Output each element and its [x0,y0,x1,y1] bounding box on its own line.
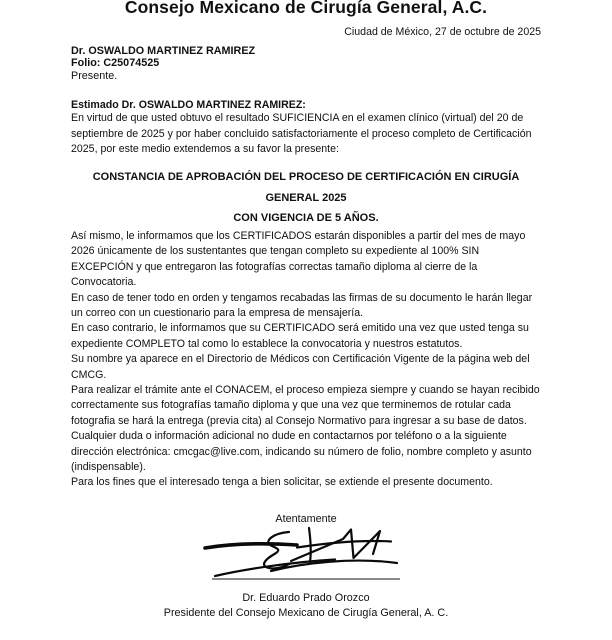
signature-rule [212,578,400,580]
signatory-block [71,591,541,622]
contact-paragraph: Cualquier duda o información adicional no dude en contactarnos por teléfono o a la siguiente dirección electrónica: cmcgac@live.com, indicando su número de folio, nombre completo y asunto (indispensable). [71,430,532,474]
intro-paragraph: En virtud de que usted obtuvo el resultado SUFICIENCIA en el examen clínico (virtual) del 20 de septiembre de 2025 y por haber concluido satisfactoriamente el proceso completo de Certificación 2025, por este medio extendemos a su favor la presente: [71,112,532,156]
heading-line-3: CON VIGENCIA DE 5 AÑOS. [233,212,379,225]
signature-block [71,526,541,580]
signatory-name: Dr. Eduardo Prado Orozco [242,591,370,604]
handwritten-signature-icon [201,526,411,578]
final-paragraph: Para los fines que el interesado tenga a bien solicitar, se extiende el presente documento. [71,476,493,489]
recipient-folio: Folio: C25074525 [71,57,160,70]
body-paragraph-certificados: Así mismo, le informamos que los CERTIFICADOS estarán disponibles a partir del mes de mayo 2026 únicamente de los sustentantes que tengan completo su expediente al 100% SIN EXCEPCIÓN y que entregaron las fotografías correctas tamaño diploma al cierre de la Convocatoria. [71,229,526,289]
body-paragraph-conacem: Para realizar el trámite ante el CONACEM, el proceso empieza siempre y cuando se hayan recibido correctamente sus fotografías tamaño diploma y que una vez que terminemos de rotular cada fotografia se hará la entrega (previa cita) al Consejo Normativo para ingresar a su base de datos. [71,384,540,427]
body-paragraph-caso-contrario: En caso contrario, le informamos que su CERTIFICADO será emitido una vez que usted tenga su expediente COMPLETO tal como lo establece la convocatoria y nuestros estatutos. [71,322,529,350]
organization-title: Consejo Mexicano de Cirugía General, A.C. [124,0,488,17]
recipient-block [71,45,541,82]
certificate-heading [71,167,541,229]
heading-line-2: GENERAL 2025 [265,191,347,204]
heading-line-1: CONSTANCIA DE APROBACIÓN DEL PROCESO DE CERTIFICACIÓN EN CIRUGÍA [92,171,520,184]
salutation: Estimado Dr. OSWALDO MARTINEZ RAMIREZ: [71,99,306,112]
body-paragraph-en-orden: En caso de tener todo en orden y tengamos recabadas las firmas de su documento le harán llegar un correo con un cuestionario para la empresa de mensajería. [71,291,533,319]
closing-atentamente: Atentamente [275,512,337,525]
dateline: Ciudad de México, 27 de octubre de 2025 [344,26,541,38]
body-paragraph-directorio: Su nombre ya aparece en el Directorio de Médicos con Certificación Vigente de la página web del CMCG. [71,353,530,381]
signatory-title: Presidente del Consejo Mexicano de Cirugía General, A. C. [163,607,449,620]
recipient-presente: Presente. [71,69,118,82]
recipient-name: Dr. OSWALDO MARTINEZ RAMIREZ [71,45,256,57]
